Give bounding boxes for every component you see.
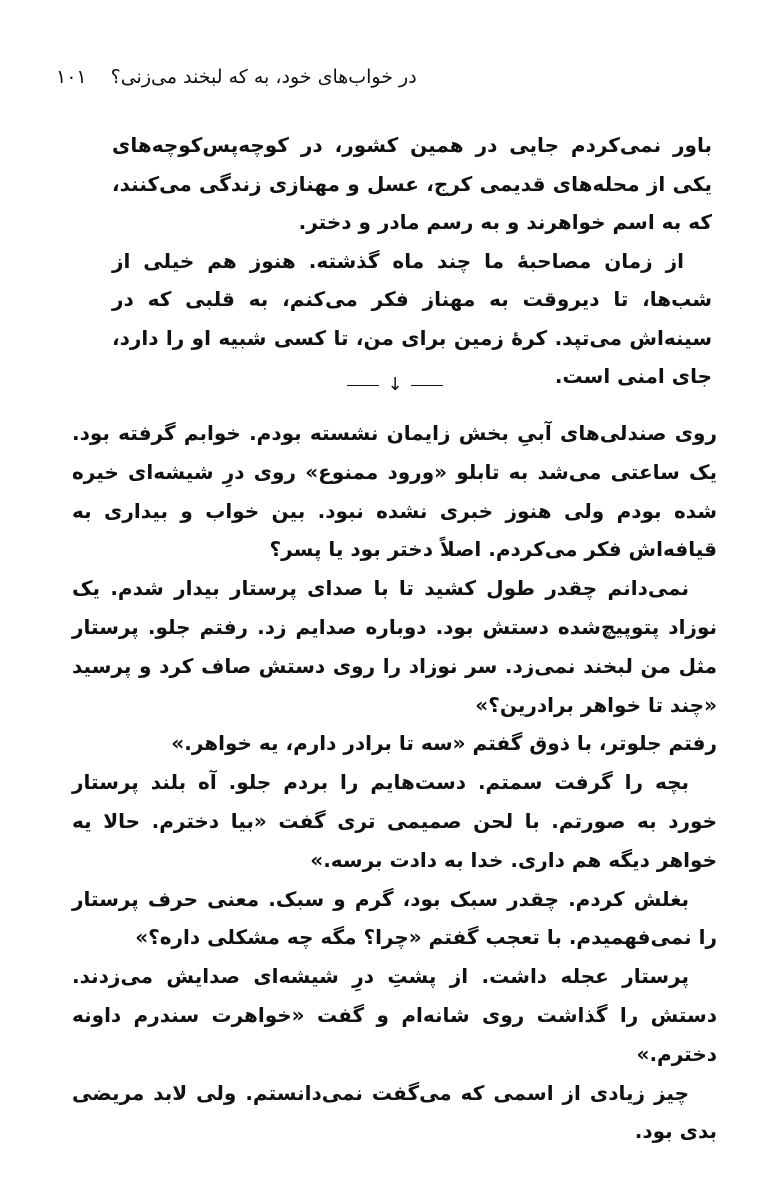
body-paragraph: بچه را گرفت سمتم. دست‌هایم را بردم جلو. آه بلند پرستار خورد به صورتم. با لحن صمیمی تری گفت «بیا دخترم. حالا یه خواهر دیگه هم داری. خدا به دادت برسه.» [72,770,717,872]
story-body [72,414,717,1151]
intro-paragraph: از زمان مصاحبهٔ ما چند ماه گذشته. هنوز هم خیلی از شب‌ها، تا دیروقت به مهناز فکر می‌کنم، به قلبی که در سینه‌اش می‌تپد. کرهٔ زمین برای من، تا کسی شبیه او را دارد، جای امنی است. [112,248,712,388]
intro-section [112,126,712,396]
body-paragraph: بغلش کردم. چقدر سبک بود، گرم و سبک. معنی حرف پرستار را نمی‌فهمیدم. با تعجب گفتم «چرا؟ مگه چه مشکلی داره؟» [72,886,717,950]
separator-line [411,385,443,386]
section-separator [345,370,445,400]
body-paragraph: چیز زیادی از اسمی که می‌گفت نمی‌دانستم. ولی لابد مریضی بدی بود. [72,1080,717,1144]
separator-line [347,385,379,386]
intro-paragraph: باور نمی‌کردم جایی در همین کشور، در کوچه‌پس‌کوچه‌های یکی از محله‌های قدیمی کرج، عسل و مهنازی زندگی می‌کنند، که به اسم خواهرند و به رسم مادر و دختر. [112,133,712,234]
page-number: ۱۰۱ [56,66,87,88]
body-paragraph: رفتم جلوتر، با ذوق گفتم «سه تا برادر دارم، یه خواهر.» [171,731,717,756]
running-title: در خواب‌های خود، به که لبخند می‌زنی؟ [110,66,417,88]
body-paragraph: پرستار عجله داشت. از پشتِ درِ شیشه‌ای صدایش می‌زدند. دستش را گذاشت روی شانه‌ام و گفت «خواهرت سندرم داونه دخترم.» [72,964,717,1066]
body-paragraph: نمی‌دانم چقدر طول کشید تا با صدای پرستار بیدار شدم. یک نوزاد پتوپیچ‌شده دستش بود. دوباره صدایم زد. رفتم جلو. پرستار مثل من لبخند نمی‌زد. سر نوزاد را روی دستش صاف کرد و پرسید «چند تا خواهر برادرین؟» [72,576,717,717]
body-paragraph: روی صندلی‌های آبیِ بخش زایمان نشسته بودم. خوابم گرفته بود. یک ساعتی می‌شد به تابلو «ورود ممنوع» روی درِ شیشه‌ای خیره شده بودم ولی هنوز خبری نشده نبود. بین خواب و بیداری به قیافه‌اش فکر می‌کردم. اصلاً دختر بود یا پسر؟ [72,421,717,562]
running-header [56,62,417,92]
down-arrow-icon: ↓ [387,374,403,395]
